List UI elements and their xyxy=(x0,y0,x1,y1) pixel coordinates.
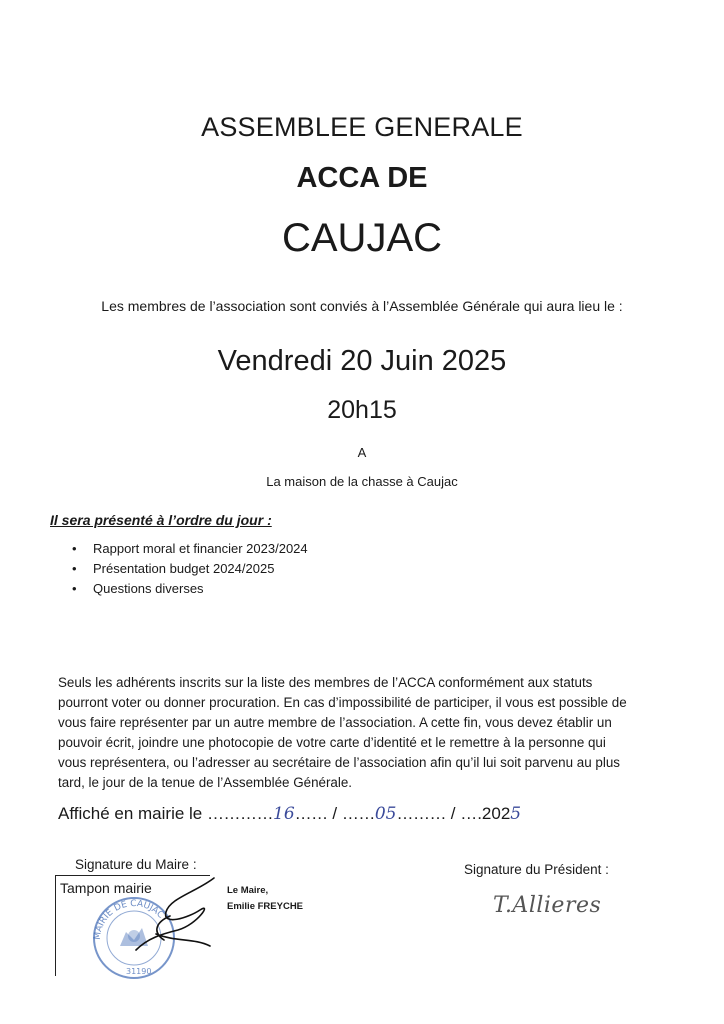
maire-title: Le Maire, xyxy=(227,885,269,896)
notice-line: pouvoir écrit, joindre une photocopie de votre carte d’identité et le remettre à la personne qui xyxy=(58,735,606,750)
agenda-item xyxy=(72,579,308,599)
agenda-item-label: Présentation budget 2024/2025 xyxy=(93,561,275,576)
bullet-icon: • xyxy=(72,561,77,576)
maire-signature-label: Signature du Maire : xyxy=(75,857,197,872)
posting-label: Affiché en mairie le xyxy=(58,804,203,823)
agenda-list xyxy=(72,539,308,599)
agenda-item xyxy=(72,539,308,559)
posting-dots: …… xyxy=(341,804,375,823)
svg-text:31190: 31190 xyxy=(126,967,152,976)
posting-month: 05 xyxy=(374,804,397,824)
notice-line: vous représentera, ou l’adresser au secrétaire de l’association afin qu’il lui soit parvenu au plus xyxy=(58,755,620,770)
agenda-item-label: Rapport moral et financier 2023/2024 xyxy=(93,541,308,556)
posting-line xyxy=(58,804,521,824)
event-at: A xyxy=(357,445,367,460)
notice-line: Seuls les adhérents inscrits sur la liste des membres de l’ACCA conformément aux statuts xyxy=(58,675,593,690)
event-time: 20h15 xyxy=(327,396,397,424)
posting-year-prefix: ….202 xyxy=(460,804,511,823)
title-assemblee-generale: ASSEMBLEE GENERALE xyxy=(201,112,523,142)
bullet-icon: • xyxy=(72,541,77,556)
notice-line: vous faire représenter par un autre membre de l’association. A cette fin, vous devez établir un xyxy=(58,715,612,730)
posting-dots: ……… xyxy=(396,804,446,823)
notice-line: tard, le jour de la tenue de l’Assemblée Générale. xyxy=(58,775,353,790)
event-date: Vendredi 20 Juin 2025 xyxy=(217,345,507,377)
intro-text: Les membres de l’association sont conviés à l’Assemblée Générale qui aura lieu le : xyxy=(101,298,623,314)
posting-separator: / xyxy=(450,804,456,823)
posting-dots: ………… xyxy=(207,804,273,823)
notice-line: pourront voter ou donner procuration. En cas d’impossibilité de participer, il vous est possible de xyxy=(58,695,627,710)
tampon-label: Tampon mairie xyxy=(60,880,152,896)
maire-name: Emilie FREYCHE xyxy=(227,901,304,912)
agenda-item xyxy=(72,559,308,579)
posting-dots: …… xyxy=(294,804,328,823)
stamp-text: MAIRIE DE CAUJAC xyxy=(92,898,166,941)
maire-name-block xyxy=(227,883,303,915)
notice-paragraph xyxy=(58,673,678,793)
title-caujac: CAUJAC xyxy=(281,216,443,260)
posting-separator: / xyxy=(332,804,338,823)
agenda-item-label: Questions diverses xyxy=(93,581,204,596)
bullet-icon: • xyxy=(72,581,77,596)
agenda-title: Il sera présenté à l’ordre du jour : xyxy=(50,512,272,528)
maire-handwritten-signature xyxy=(126,872,236,962)
event-place: La maison de la chasse à Caujac xyxy=(266,474,458,489)
title-acca-de: ACCA DE xyxy=(296,162,428,194)
president-handwritten-signature: T.Allieres xyxy=(493,893,602,918)
posting-day: 16 xyxy=(273,804,295,824)
president-signature-label: Signature du Président : xyxy=(464,862,609,877)
posting-year-digit: 5 xyxy=(510,804,522,824)
